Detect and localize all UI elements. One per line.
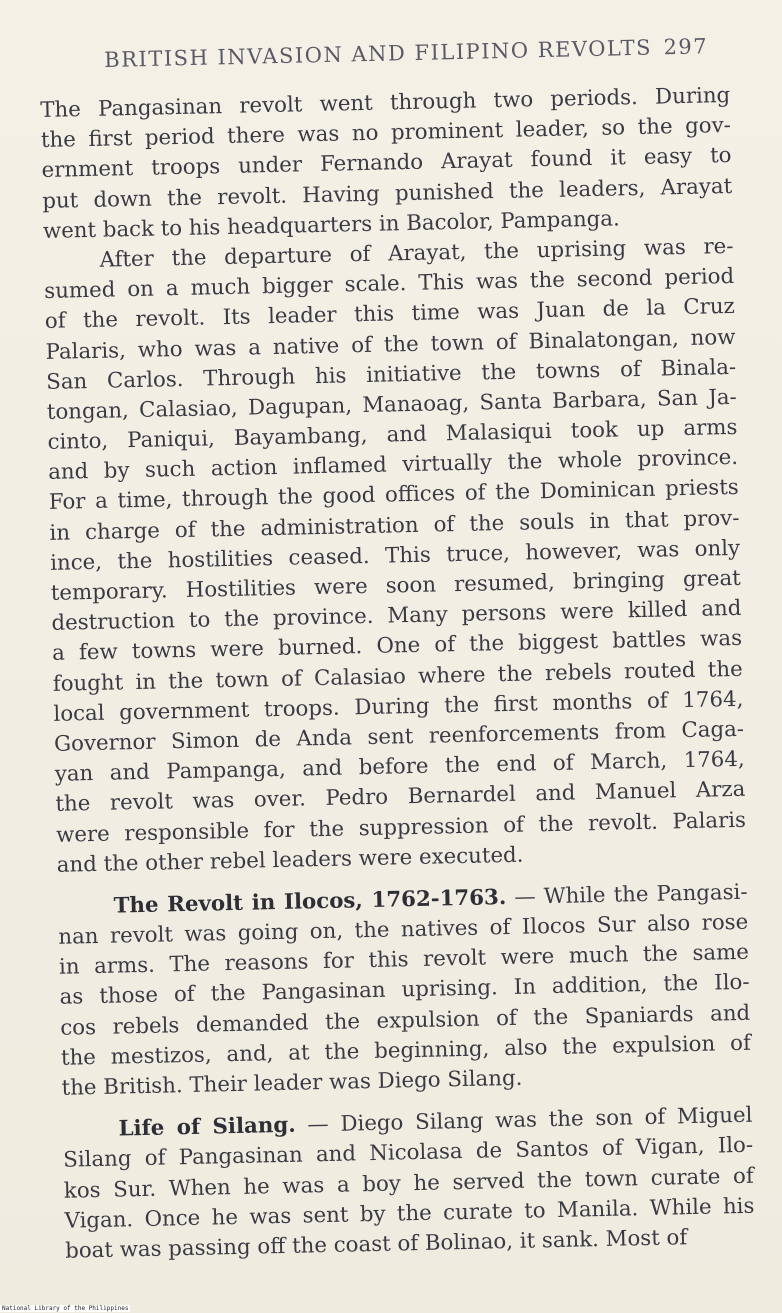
text-line: Palaris, who was a native of the town of Binalatongan, now	[45, 324, 736, 365]
text-line: the British. Their leader was Diego Silang.	[61, 1065, 523, 1101]
sidehead-line-rest: — While the Pangasi-	[506, 879, 748, 910]
text-line: cos rebels demanded the expulsion of the Spaniards and	[60, 1000, 751, 1041]
text-line: Governor Simon de Anda sent reenforcements from Caga-	[53, 716, 745, 757]
text-line: put down the revolt. Having punished the leaders, Arayat	[42, 173, 733, 214]
text-line: yan and Pampanga, and before the end of March, 1764,	[54, 746, 745, 787]
text-line: boat was passing off the coast of Bolinao, it sank. Most of	[64, 1225, 688, 1264]
text-line: nan revolt was going on, the natives of Ilocos Sur also rose	[58, 909, 749, 950]
section-paragraph	[57, 866, 752, 1104]
text-line: fought in the town of Calasiao where the rebels routed the	[52, 656, 743, 697]
text-line: in arms. The reasons for this revolt were much the same	[58, 939, 750, 981]
text-line: and by such action inflamed virtually the whole province.	[47, 445, 739, 486]
paragraph	[40, 81, 733, 247]
text-line: temporary. Hostilities were soon resumed, bringing great	[50, 565, 741, 606]
text-line: were responsible for the suppression of the revolt. Palaris	[55, 807, 747, 848]
text-line: kos Sur. When he was a boy he served the town curate of	[63, 1163, 754, 1204]
sidehead-line-rest: — Diego Silang was the son of Miguel	[295, 1102, 753, 1138]
running-header	[104, 34, 714, 72]
text-line: cinto, Paniqui, Bayambang, and Malasiqui took up arms	[47, 414, 738, 455]
page-number: 297	[663, 34, 709, 60]
text-line: ince, the hostilities ceased. This truce, however, was only	[49, 535, 741, 576]
paragraph	[43, 232, 747, 881]
section-paragraph	[62, 1089, 755, 1267]
text-line: and the other rebel leaders were executed.	[56, 842, 524, 878]
text-line: as those of the Pangasinan uprising. In addition, the Ilo-	[59, 970, 750, 1011]
text-line: ernment troops under Fernando Arayat found it easy to	[41, 143, 732, 184]
text-line: San Carlos. Through his initiative the towns of Binala-	[45, 354, 737, 395]
text-line: The Pangasinan revolt went through two periods. During	[40, 82, 731, 123]
text-line: in charge of the administration of the souls in that prov-	[49, 505, 740, 546]
text-line: local government troops. During the first months of 1764,	[53, 686, 744, 727]
library-watermark: National Library of the Philippines	[2, 1305, 129, 1312]
text-line: of the revolt. Its leader this time was Juan de la Cruz	[44, 294, 736, 335]
text-line: For a time, through the good offices of the Dominican priests	[48, 475, 739, 516]
text-line: the revolt was over. Pedro Bernardel and Manuel Arza	[55, 777, 746, 818]
text-line: the first period there was no prominent leader, so the gov-	[40, 113, 732, 154]
text-line: After the departure of Arayat, the uprising was re-	[99, 233, 734, 273]
section-sidehead: The Revolt in Ilocos, 1762-1763.	[113, 884, 507, 919]
text-line: destruction to the province. Many persons were killed and	[51, 596, 742, 637]
section-sidehead: Life of Silang.	[118, 1112, 296, 1142]
text-line: Vigan. Once he was sent by the curate to Manila. While his	[64, 1193, 755, 1234]
running-title: BRITISH INVASION AND FILIPINO REVOLTS	[104, 35, 653, 72]
text-line: the mestizos, and, at the beginning, also the expulsion of	[60, 1030, 752, 1071]
text-line: Silang of Pangasinan and Nicolasa de Santos of Vigan, Ilo-	[62, 1133, 754, 1174]
text-line: sumed on a much bigger scale. This was the second period	[43, 264, 735, 305]
text-line: a few towns were burned. One of the biggest battles was	[51, 626, 743, 667]
text-line: went back to his headquarters in Bacolor, Pampanga.	[42, 206, 621, 244]
text-line: tongan, Calasiao, Dagupan, Manaoag, Santa Barbara, San Ja-	[46, 384, 738, 425]
body-text	[40, 81, 755, 1267]
